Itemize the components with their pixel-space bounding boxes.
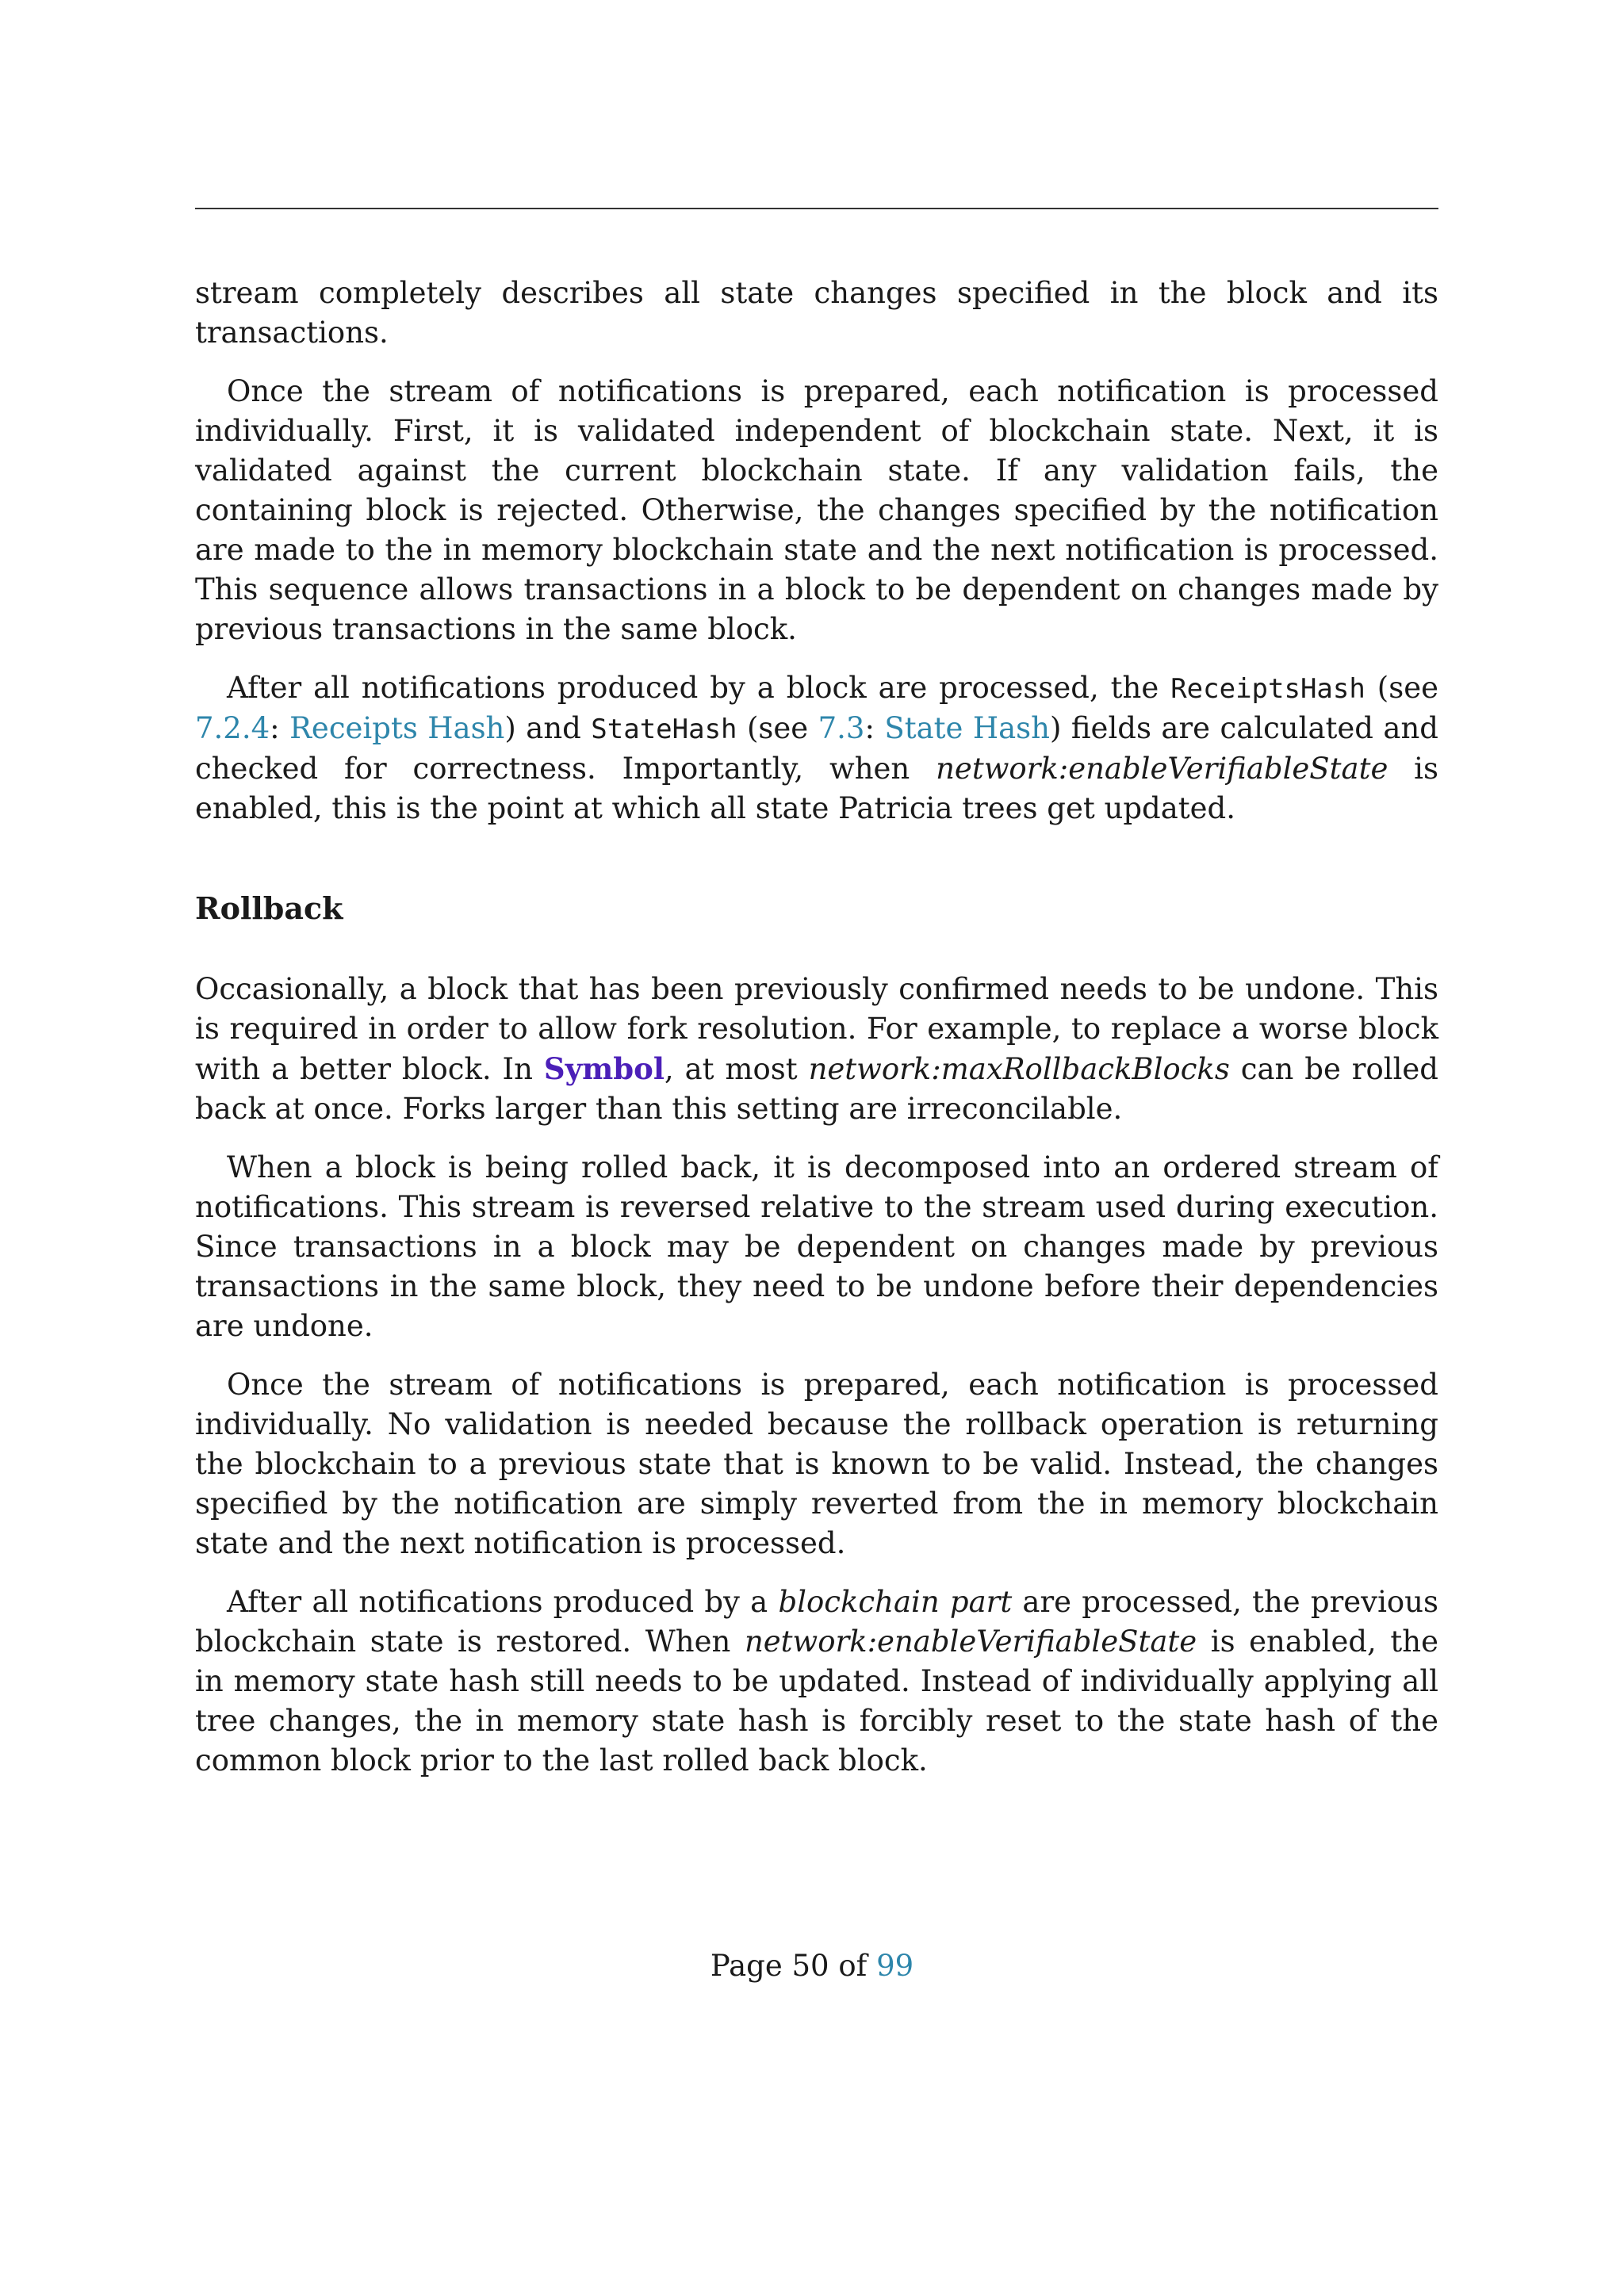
- total-pages-link[interactable]: 99: [876, 1949, 914, 1983]
- receipts-hash-title-link[interactable]: Receipts Hash: [289, 711, 505, 745]
- state-hash-code: StateHash: [591, 714, 737, 745]
- paragraph-continuation: stream completely describes all state changes specified in the block and its transactions.: [195, 276, 1438, 350]
- max-rollback-blocks-setting: network:maxRollbackBlocks: [808, 1052, 1230, 1086]
- paragraph-rollback-state-restore: After all notifications produced by a blockchain part are processed, the previous blockchain state is restored. When network:enableVerifiableState is enabled, the in memory state hash still needs to be updated. Instead of individually applying all tree changes, the in memory state hash is forcibly reset to the state hash of the common block prior to the last rolled back block.: [195, 1585, 1438, 1777]
- page-footer: [0, 1946, 1624, 1986]
- page-number-label: Page 50 of: [710, 1949, 877, 1983]
- blockchain-part-term: blockchain part: [778, 1585, 1013, 1619]
- receipts-hash-code: ReceiptsHash: [1170, 673, 1365, 705]
- paragraph-hash-verification: After all notifications produced by a block are processed, the ReceiptsHash (see 7.2.4: Receipts Hash) and StateHash (see 7.3: State Hash) fields are calculated and checked for correctness. Importantly, when network:enableVerifiableState is enabled, this is the point at which all state Patricia trees get updated.: [195, 671, 1438, 825]
- enable-verifiable-state-setting: network:enableVerifiableState: [936, 752, 1388, 786]
- state-hash-section-link[interactable]: 7.3: [818, 711, 865, 745]
- paragraph-rollback-intro: Occasionally, a block that has been previously confirmed needs to be undone. This is required in order to allow fork resolution. For example, to replace a worse block with a better block. In Symbol, at most network:maxRollbackBlocks can be rolled back at once. Forks larger than this setting are irreconcilable.: [195, 972, 1438, 1126]
- state-hash-title-link[interactable]: State Hash: [884, 711, 1050, 745]
- header-rule: [195, 208, 1438, 209]
- section-heading-rollback: Rollback: [195, 890, 343, 926]
- paragraph-rollback-stream: When a block is being rolled back, it is decomposed into an ordered stream of notifications. This stream is reversed relative to the stream used during execution. Since transactions in a block may be dependent on changes made by previous transactions in the same block, they need to be undone before their dependencies are undone.: [195, 1150, 1438, 1343]
- paragraph-execution-stream: Once the stream of notifications is prepared, each notification is processed individually. First, it is validated independent of blockchain state. Next, it is validated against the current blockchain state. If any validation fails, the containing block is rejected. Otherwise, the changes specified by the notification are made to the in memory blockchain state and the next notification is processed. This sequence allows transactions in a block to be dependent on changes made by previous transactions in the same block.: [195, 374, 1438, 646]
- page-content: [195, 274, 1438, 1781]
- enable-verifiable-state-setting: network:enableVerifiableState: [744, 1624, 1197, 1659]
- paragraph-rollback-processing: Once the stream of notifications is prepared, each notification is processed individually. No validation is needed because the rollback operation is returning the blockchain to a previous state that is known to be valid. Instead, the changes specified by the notification are simply reverted from the in memory blockchain state and the next notification is processed.: [195, 1368, 1438, 1560]
- symbol-link[interactable]: Symbol: [543, 1051, 665, 1086]
- receipts-hash-section-link[interactable]: 7.2.4: [195, 711, 270, 745]
